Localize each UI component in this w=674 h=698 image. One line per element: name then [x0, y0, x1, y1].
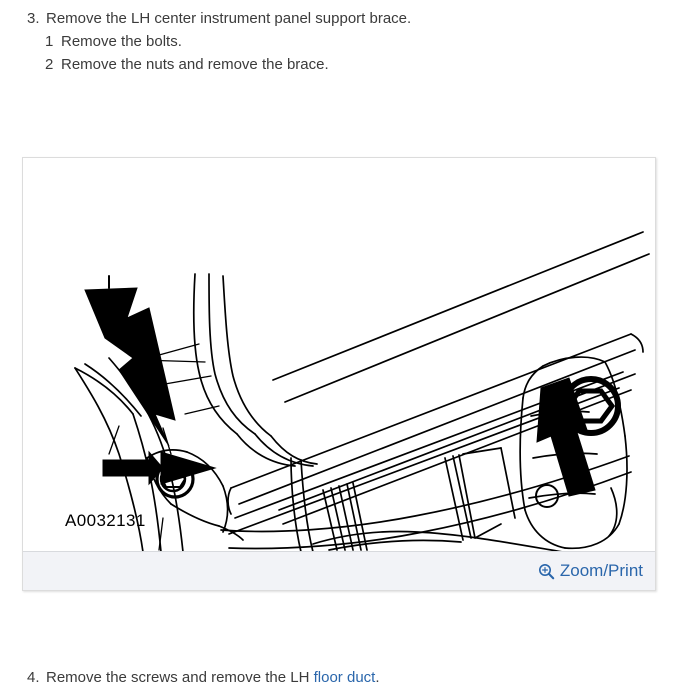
- step-text: Remove the LH center instrument panel support brace.: [46, 10, 412, 27]
- substep-text: Remove the nuts and remove the brace.: [61, 56, 329, 73]
- step-text-after: .: [375, 669, 380, 686]
- figure-panel: [22, 157, 656, 591]
- instrument-panel-brace-drawing: [23, 158, 655, 552]
- step-number: 3.: [27, 10, 40, 27]
- figure-footer-bar: [23, 551, 655, 590]
- floor-duct-link[interactable]: floor duct: [313, 669, 376, 686]
- step-text-before: Remove the screws and remove the LH: [46, 669, 314, 686]
- step-number: 4.: [27, 669, 40, 686]
- zoom-print-label: Zoom/Print: [559, 561, 643, 580]
- figure-illustration: [23, 158, 655, 552]
- procedure-step-list: [0, 0, 674, 76]
- procedure-substep-1: [0, 30, 674, 53]
- procedure-substep-2: [0, 53, 674, 76]
- substep-number: 1: [45, 33, 54, 50]
- step-text-wrapper: [46, 667, 380, 689]
- magnifier-plus-icon: [538, 563, 555, 580]
- substep-text: Remove the bolts.: [61, 33, 182, 50]
- zoom-print-link[interactable]: [538, 561, 643, 581]
- substep-number: 2: [45, 56, 54, 73]
- procedure-step-3: [0, 8, 674, 30]
- procedure-step-4: [27, 667, 380, 689]
- figure-caption: A0032131: [65, 511, 146, 530]
